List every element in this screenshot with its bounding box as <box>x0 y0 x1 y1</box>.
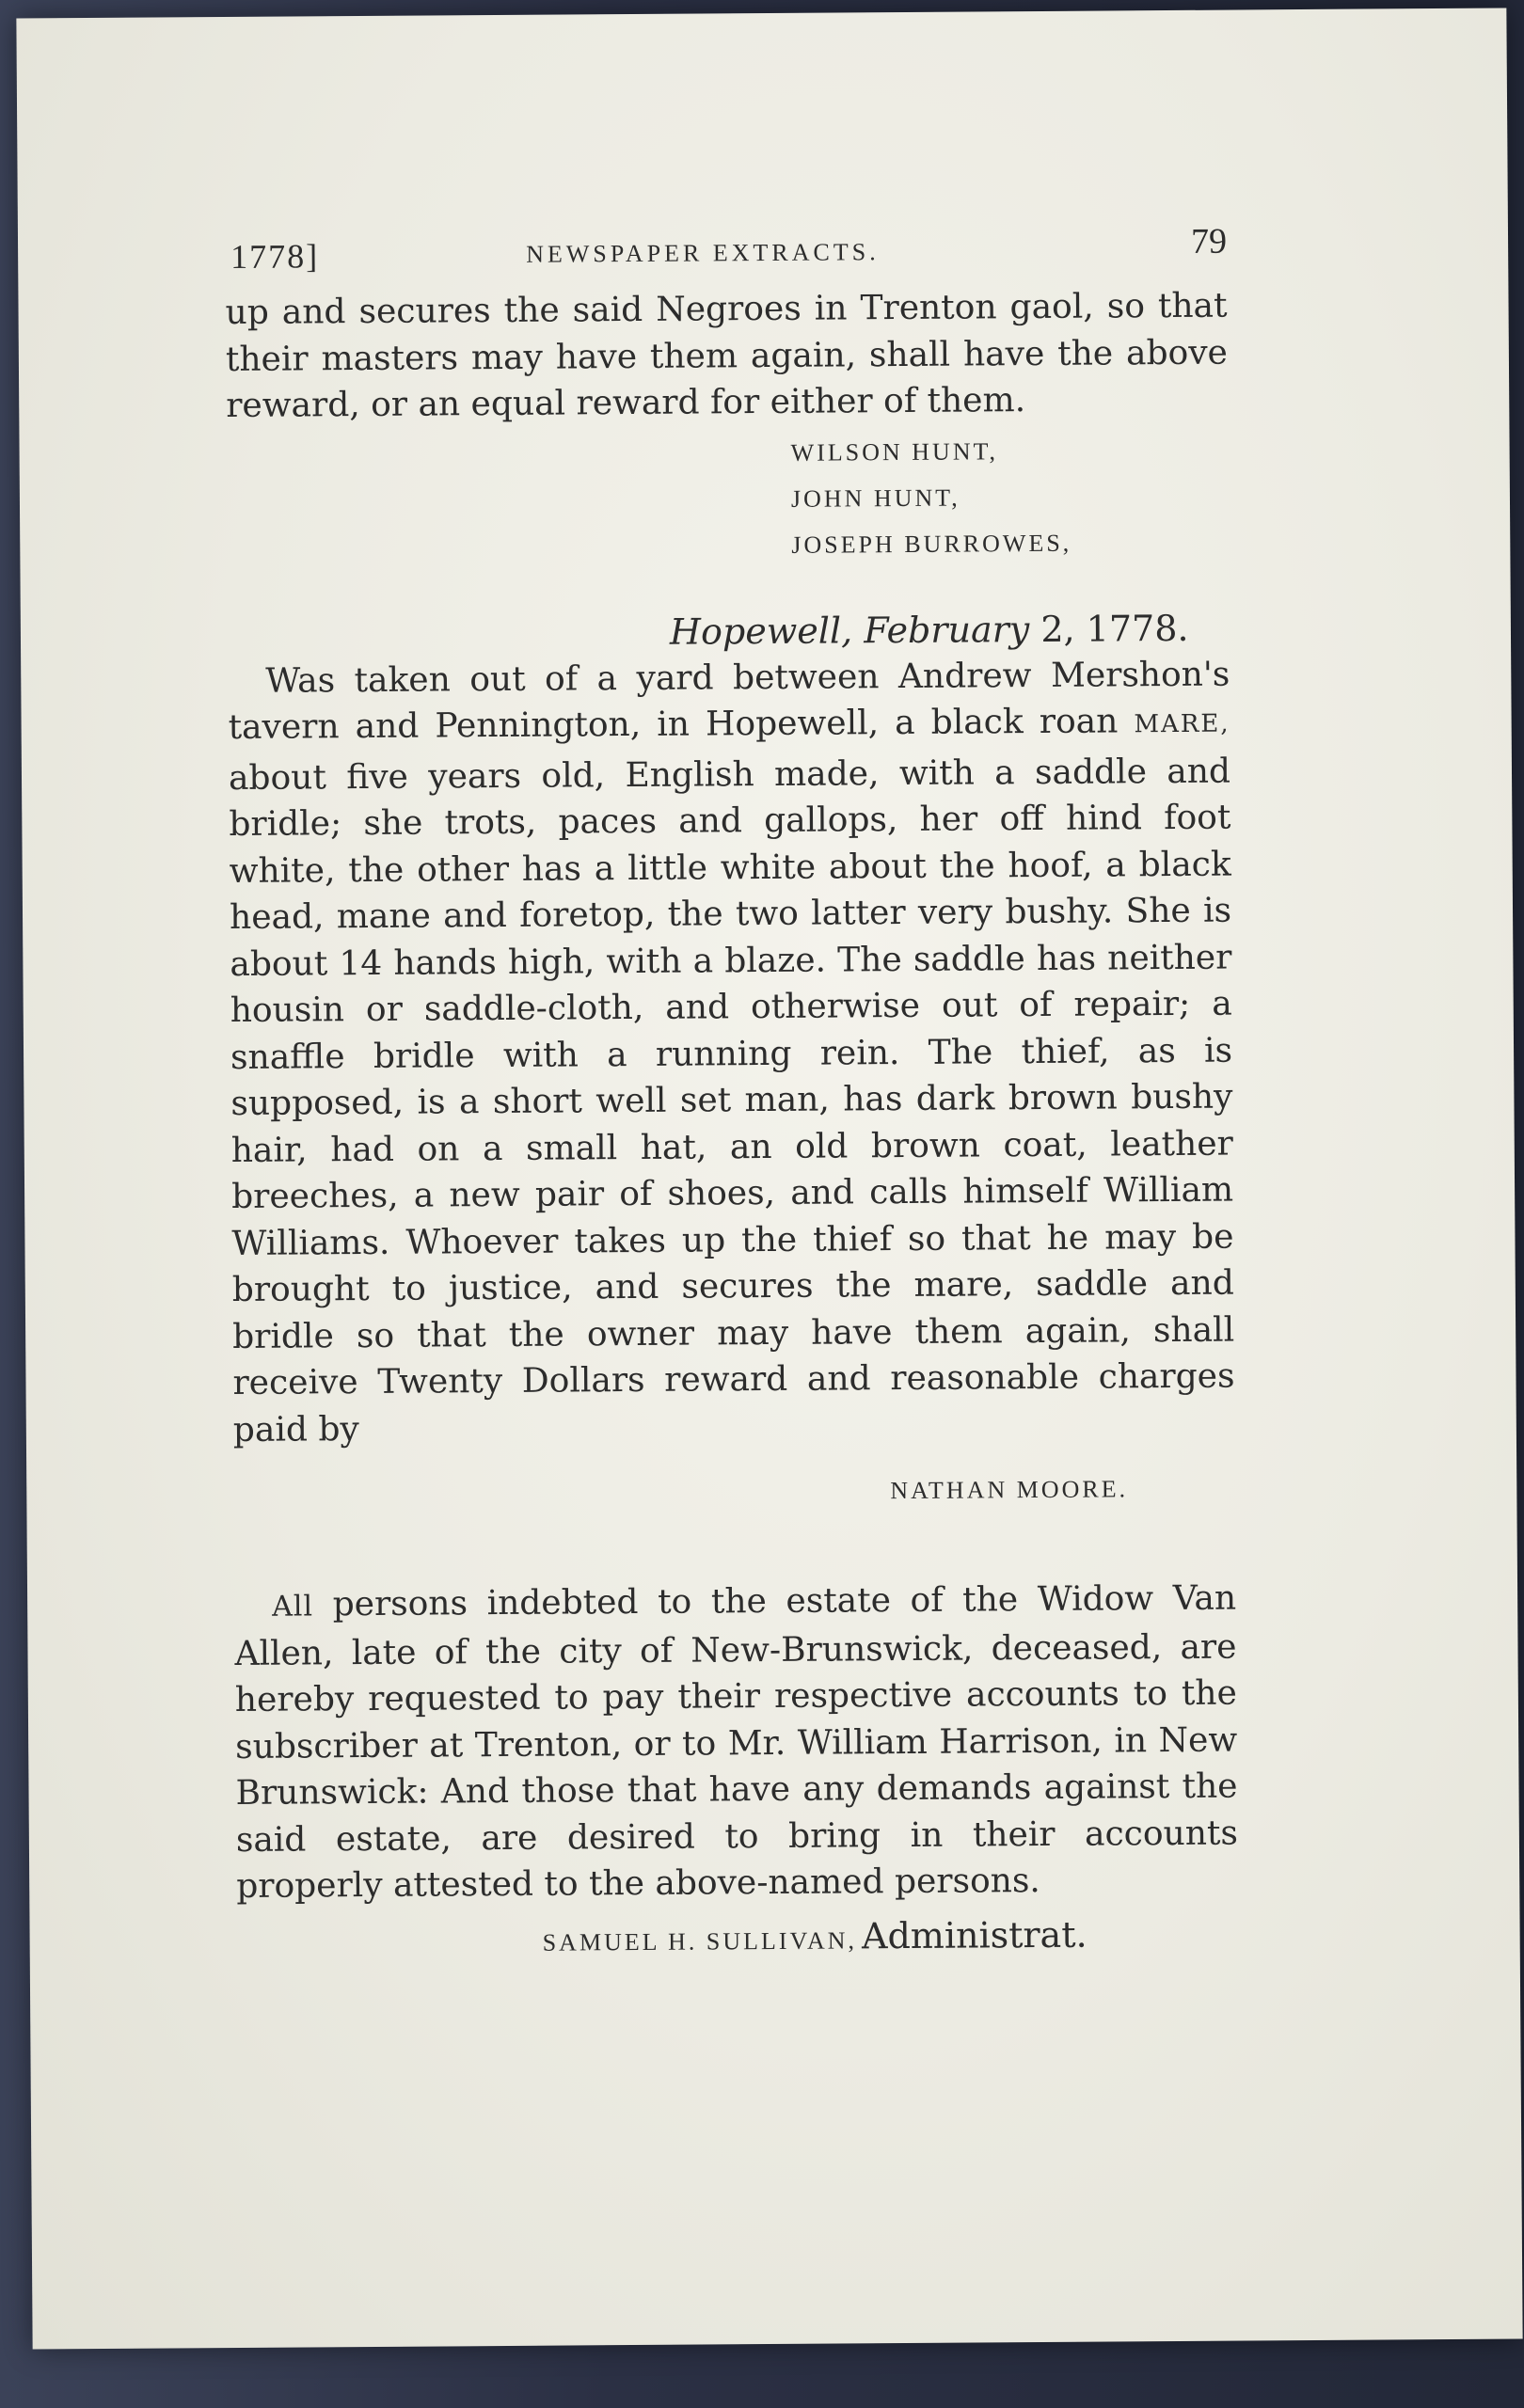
signatory-john-hunt: JOHN HUNT, <box>790 483 960 513</box>
notice-3-body-text: persons indebted to the estate of the Widow Van Allen, late of the city of New-Brunswick, deceased, are hereby requested to pay their respective accounts to the subscriber at Trenton, or to Mr. William Harrison, in New Brunswick: And those that have any demands against the said estate, are desired to bring in their accounts properly attested to the above-named persons. <box>234 1578 1239 1906</box>
notice-3-body <box>206 1576 1238 1910</box>
dateline-place: Hopewell, February <box>669 608 1030 653</box>
section-gap <box>206 1512 1236 1583</box>
notice-2-smallcaps-mare: MARE, <box>1134 709 1230 739</box>
page-number: 79 <box>1190 221 1228 261</box>
notice-2-body-part1: Was taken out of a yard between Andrew Mershon's tavern and Pennington, in Hopewell, a black roan <box>228 655 1230 748</box>
notice-1-continuation: up and secures the said Negroes in Trenton gaol, so that their masters may have them again, shall have the above reward, or an equal reward for either of them. <box>225 286 1229 426</box>
notice-1-signatories <box>198 426 1229 572</box>
running-title: NEWSPAPER EXTRACTS. <box>526 238 880 268</box>
notice-2-body-part2: about five years old, English made, with a saddle and bridle; she trots, paces and gallops, her off hind foot white, the other has a little white about the hoof, a black head, mane and foretop, the two latter very bushy. She is about 14 hands high, with a blaze. The saddle has neither housin or saddle-cloth, and otherwise out of repair; a snaffle bridle with a running rein. The thief, as is supposed, is a short well set man, has dark brown bushy hair, had on a small hat, an old brown coat, leather breeches, a new pair of shoes, and calls himself William Williams. Whoever takes up the thief so that he may be brought to justice, and secures the mare, saddle and bridle so that the owner may have them again, shall receive Twenty Dollars reward and reasonable charges paid by <box>228 752 1235 1450</box>
notice-2-signature: NATHAN MOORE. <box>890 1475 1129 1505</box>
notice-3-opening: All <box>272 1590 314 1624</box>
header-year: 1778] <box>230 237 320 276</box>
signatory-joseph-burrowes: JOSEPH BURROWES, <box>791 529 1072 559</box>
signature-name: SAMUEL H. SULLIVAN, <box>542 1925 858 1956</box>
notice-2-body <box>199 651 1235 1453</box>
page-header <box>197 208 1228 291</box>
book-page <box>16 8 1522 2350</box>
page-text <box>197 208 1239 1986</box>
notice-3-signature <box>208 1910 1238 1971</box>
signature-role: Administrat. <box>861 1913 1087 1956</box>
notice-2-dateline <box>199 604 1230 658</box>
dateline-date: 2, 1778. <box>1040 607 1189 650</box>
signatory-wilson-hunt: WILSON HUNT, <box>790 436 999 467</box>
